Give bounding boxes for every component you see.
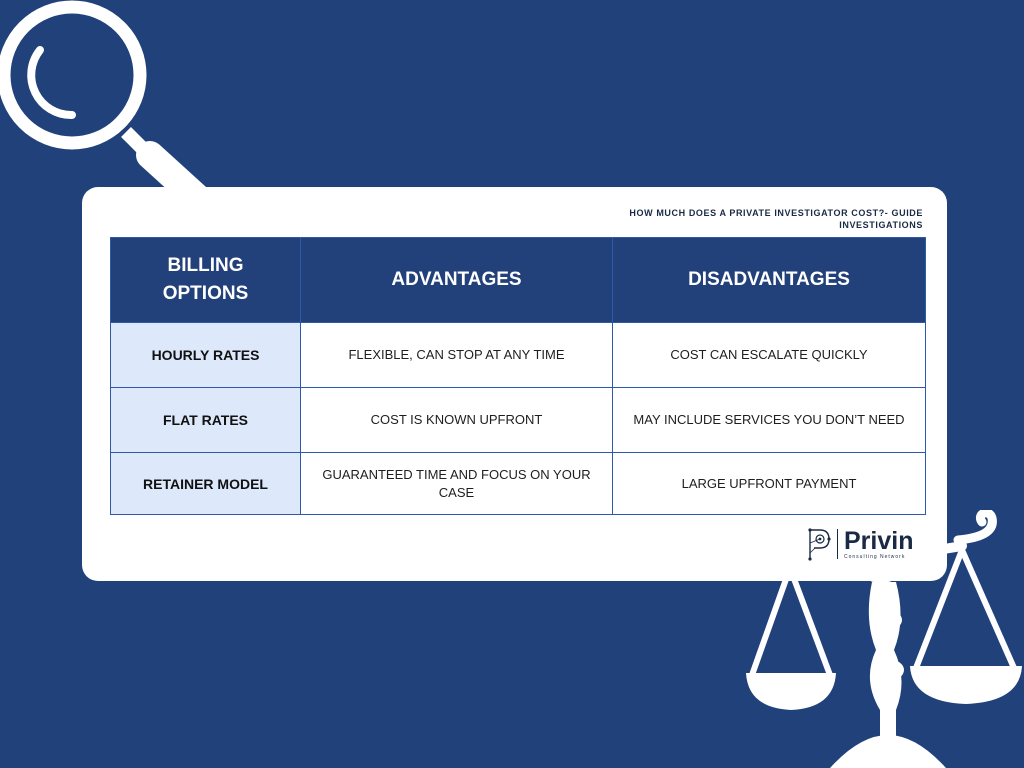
row-label: FLAT RATES [111, 388, 301, 453]
table-row [111, 323, 926, 388]
column-header-billing-options: BILLING OPTIONS [111, 238, 301, 323]
column-header-advantages: ADVANTAGES [301, 238, 613, 323]
disadvantage-cell: MAY INCLUDE SERVICES YOU DON’T NEED [613, 388, 926, 453]
row-label: RETAINER MODEL [111, 453, 301, 515]
disadvantage-cell: LARGE UPFRONT PAYMENT [613, 453, 926, 515]
logo-name: Privin [844, 527, 914, 555]
table-header-row [111, 238, 926, 323]
table-row [111, 388, 926, 453]
source-caption: HOW MUCH DOES A PRIVATE INVESTIGATOR COST?- GUIDE INVESTIGATIONS [629, 208, 923, 230]
logo-tagline: Consulting Network [844, 554, 906, 560]
billing-options-table [110, 237, 926, 515]
advantage-cell: GUARANTEED TIME AND FOCUS ON YOUR CASE [301, 453, 613, 515]
column-header-disadvantages: DISADVANTAGES [613, 238, 926, 323]
disadvantage-cell: COST CAN ESCALATE QUICKLY [613, 323, 926, 388]
logo-divider [837, 529, 838, 559]
advantage-cell: FLEXIBLE, CAN STOP AT ANY TIME [301, 323, 613, 388]
magnifier-icon [0, 0, 240, 200]
privin-logo [806, 527, 913, 561]
advantage-cell: COST IS KNOWN UPFRONT [301, 388, 613, 453]
privin-logo-mark-icon [806, 527, 832, 561]
table-row [111, 453, 926, 515]
billing-card [82, 187, 947, 581]
row-label: HOURLY RATES [111, 323, 301, 388]
logo-text [844, 528, 913, 560]
